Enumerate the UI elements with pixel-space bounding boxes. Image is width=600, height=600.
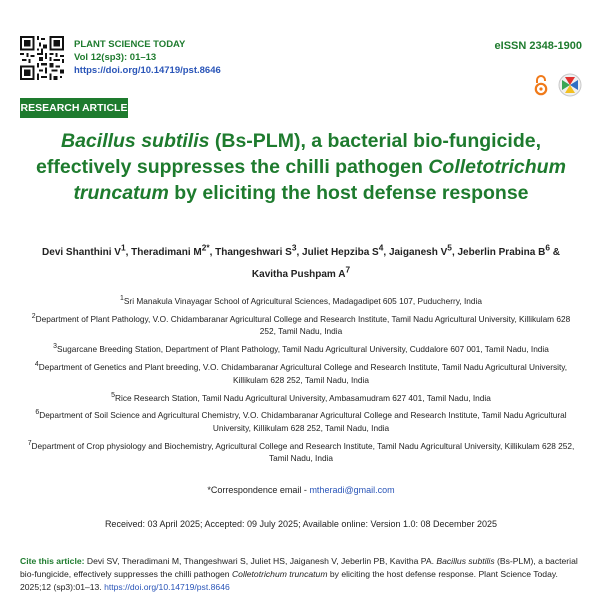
affiliation: $^4$Department of Genetics and Plant breeding, V.O. Chidambaranar Agricultural College and Research Institute, Tamil Nadu Agricultural University, Killikulam 628 252, Tamil Nadu, India xyxy=(34,360,568,385)
author: Juliet Hepziba $S^4$, xyxy=(302,243,389,259)
citation-source: by eliciting the host defense response. Plant Science Today. 2025;12 (sp3):01–13. xyxy=(20,569,558,592)
citation-label: Cite this article: xyxy=(20,556,85,566)
author: Thangeshwari $S^3$, xyxy=(215,243,303,259)
title-pathogen: Colletotrichum truncatum xyxy=(73,156,566,204)
correspondence-email-link[interactable]: mtheradi@gmail.com xyxy=(309,485,395,495)
title-end: by eliciting the host defense response xyxy=(168,182,529,204)
title-middle: (Bs-PLM), a bacterial bio-fungicide, effectively suppresses the chilli pathogen xyxy=(36,130,541,178)
correspondence xyxy=(20,485,582,495)
journal-name: PLANT SCIENCE TODAY xyxy=(74,39,186,50)
citation-doi-link[interactable]: https://doi.org/10.14719/pst.8646 xyxy=(104,582,230,592)
crossmark-icon[interactable] xyxy=(558,73,582,97)
affiliation: $^3$Sugarcane Breeding Station, Department of Plant Pathology, Tamil Nadu Agricultural University, Cuddalore 607 001, Tamil Nadu, India xyxy=(53,343,549,355)
affiliation: $^2$Department of Plant Pathology, V.O. Chidambaranar Agricultural College and Research Institute, Tamil Nadu Agricultural University, Killikulam 628 252, Tamil Nadu, India xyxy=(31,312,571,337)
affiliation: $^1$Sri Manakula Vinayagar School of Agricultural Sciences, Madagadipet 605 107, Puducherry, India xyxy=(120,295,482,306)
journal-info xyxy=(74,38,221,77)
received-dates: Received: 03 April 2025; Accepted: 09 July 2025; Available online: Version 1.0: 08 December 2025 xyxy=(104,519,498,529)
citation-authors: Devi SV, Theradimani M, Thangeshwari S, Juliet HS, Jaiganesh V, Jeberlin PB, Kavitha PA. xyxy=(84,556,437,566)
affiliation: $^5$Rice Research Station, Tamil Nadu Agricultural University, Ambasamudram 627 401, Tamil Nadu, India xyxy=(111,391,491,403)
article-type-badge: RESEARCH ARTICLE xyxy=(20,98,128,118)
citation-species: Bacillus subtilis xyxy=(436,556,495,566)
open-access-icon[interactable] xyxy=(533,74,549,96)
citation-pathogen: Colletotrichum truncatum xyxy=(231,569,328,579)
author: Kavitha Pushpam $A^7$ xyxy=(251,264,351,280)
author: Jaiganesh $V^5$, xyxy=(388,243,458,259)
journal-doi-link[interactable]: https://doi.org/10.14719/pst.8646 xyxy=(74,65,221,76)
qr-code-icon xyxy=(20,36,64,80)
author: Theradimani $M^{2*}$, xyxy=(131,243,216,259)
affiliation: $^7$Department of Crop physiology and Biochemistry, Agricultural College and Research Institute, Tamil Nadu Agricultural University, Killikulam 628 252, Tamil Nadu, India xyxy=(27,439,575,464)
citation xyxy=(20,555,586,594)
citation-title: (Bs-PLM), a bacterial bio-fungicide, effectively suppresses the chilli pathogen xyxy=(20,556,578,579)
author: Jeberlin Prabina $B^6$ & xyxy=(457,243,560,259)
author: Devi Shanthini $V^1$, xyxy=(42,243,132,259)
correspondence-label: *Correspondence email - xyxy=(207,485,310,495)
affiliation-list xyxy=(26,293,576,468)
eissn: eISSN 2348-1900 xyxy=(494,40,582,52)
title-species: Bacillus subtilis xyxy=(61,130,210,152)
author-list xyxy=(20,240,582,283)
journal-volume: Vol 12(sp3): 01–13 xyxy=(74,52,157,63)
affiliation: $^6$Department of Soil Science and Agricultural Chemistry, V.O. Chidambaranar Agricultural College and Research Institute, Tamil Nadu Agricultural University, Killikulam 628 252, Tamil Nadu, India xyxy=(35,409,567,433)
article-title xyxy=(20,128,582,206)
